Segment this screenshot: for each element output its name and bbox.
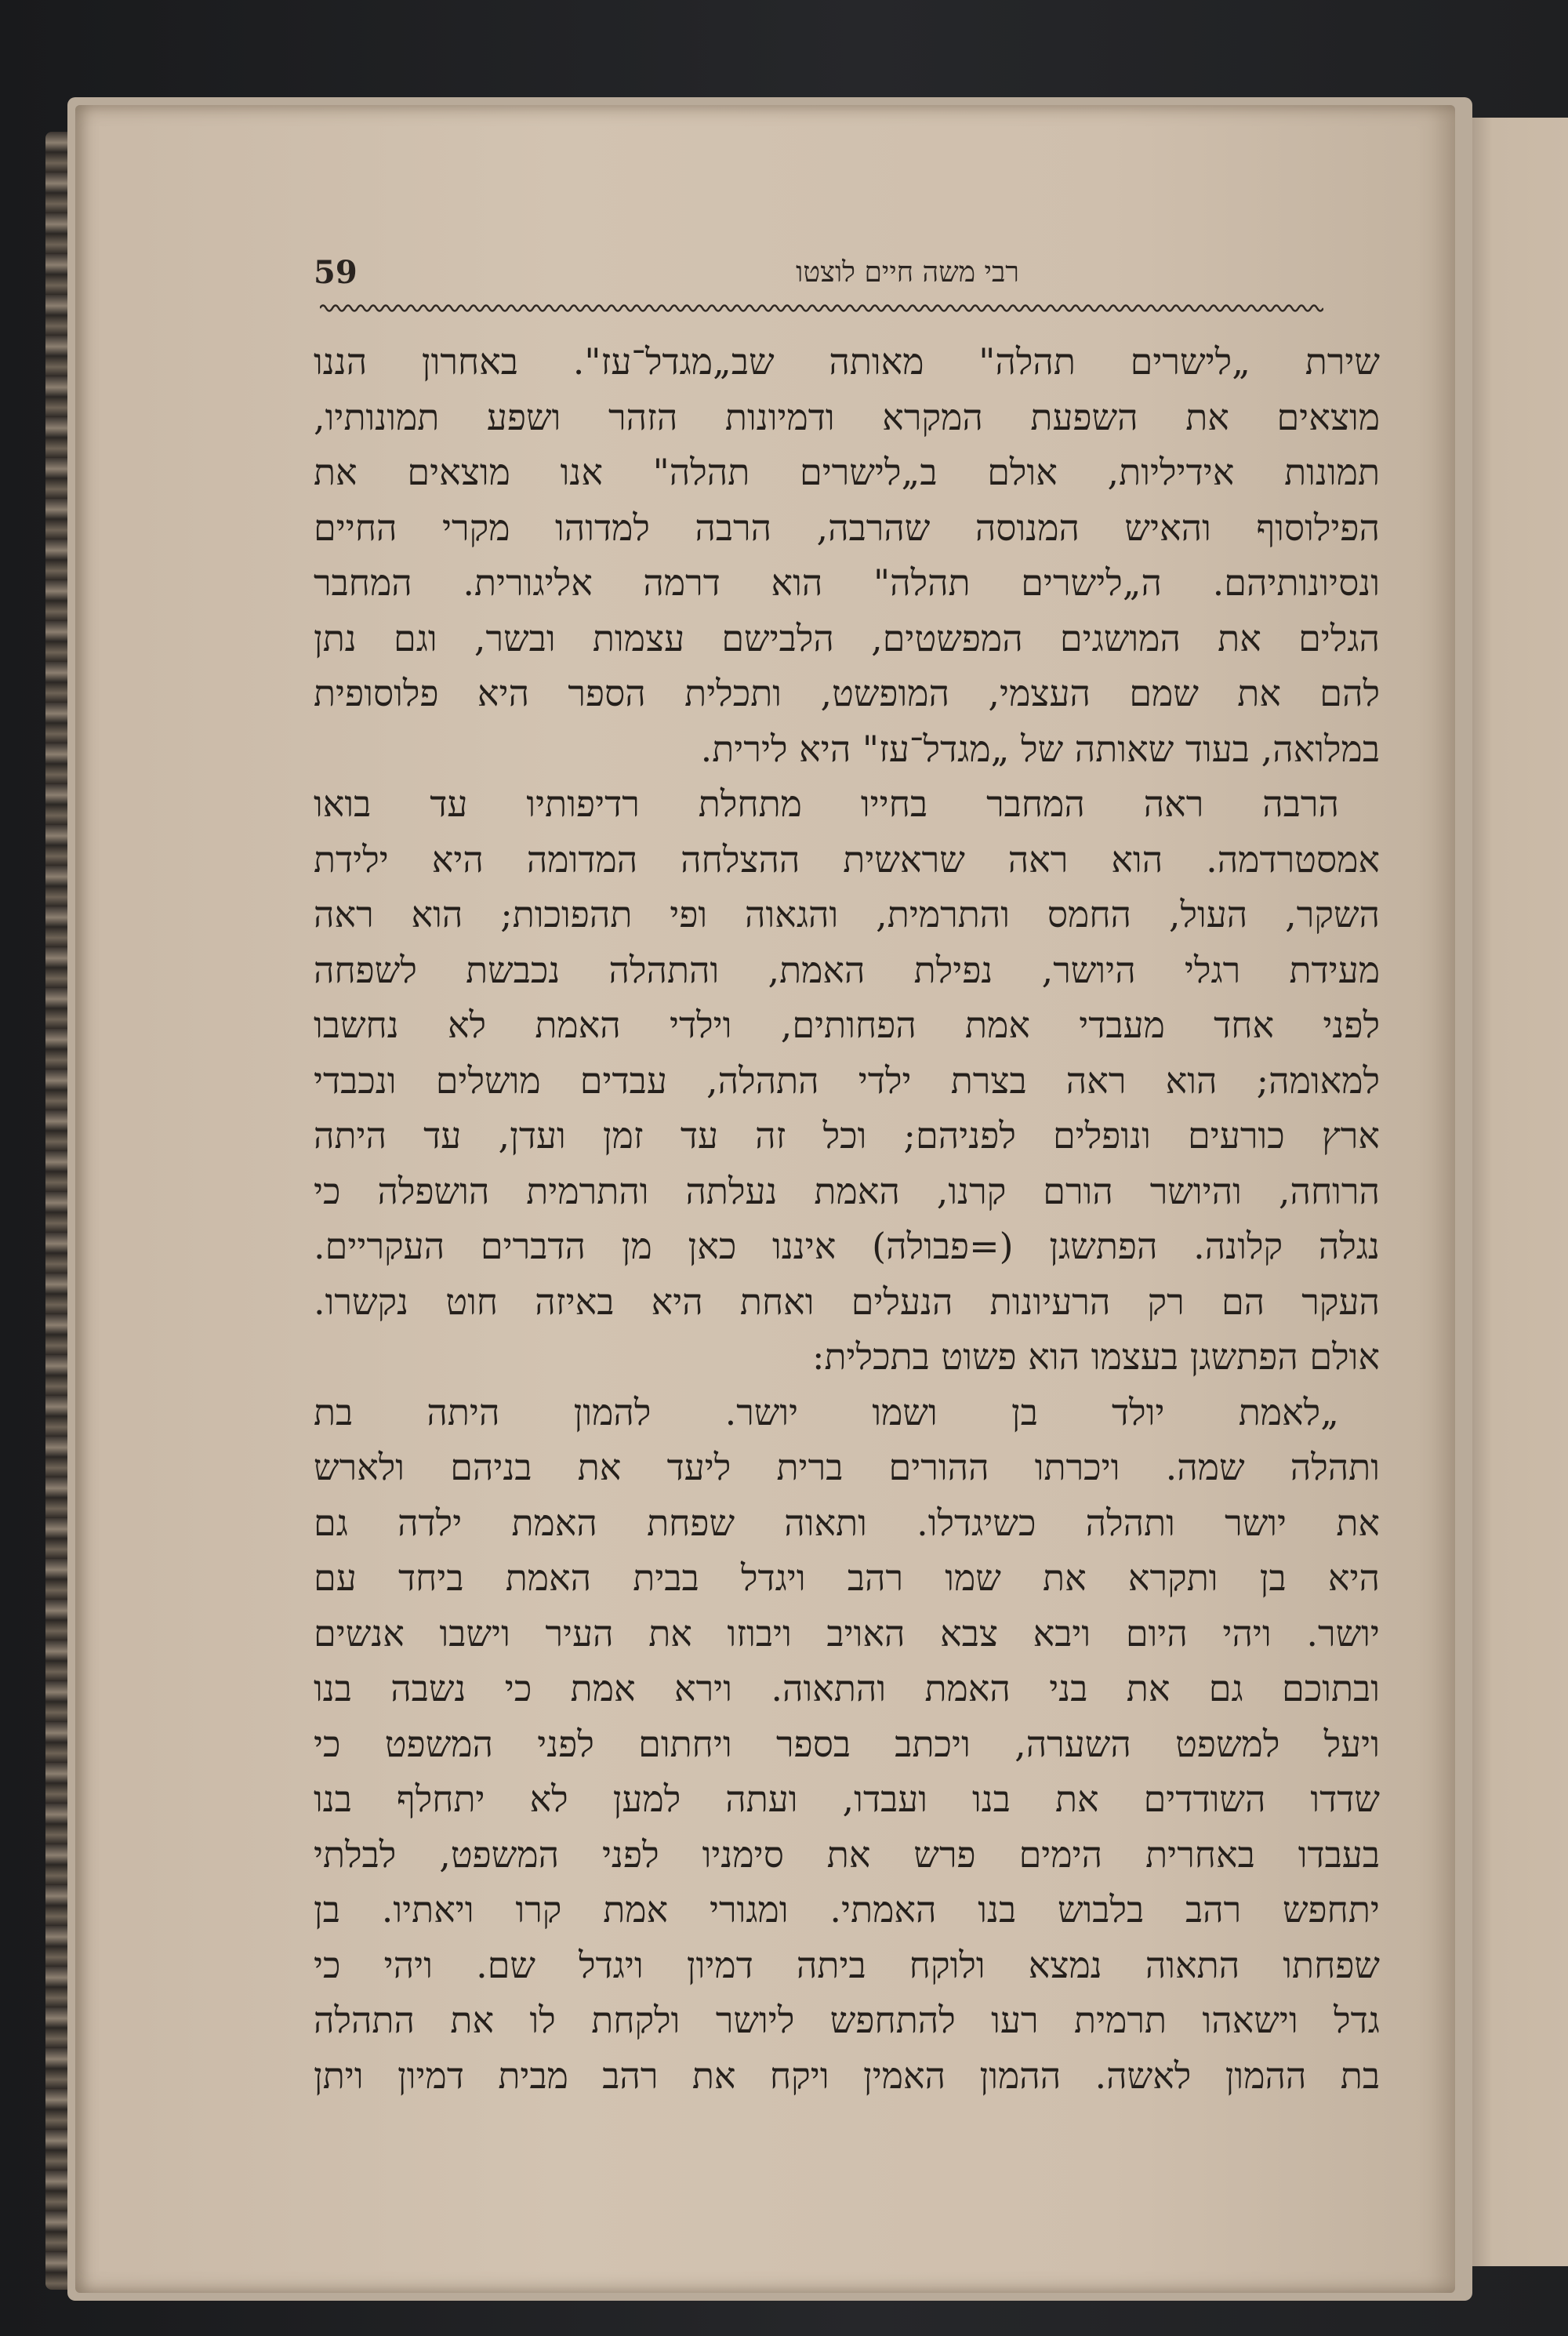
text-line: הפילוסוף והאיש המנוסה שהרבה, הרבה למדוהו מקרי החיים [314,506,1380,549]
text-line: מעידת רגלי היושר, נפילת האמת, והתהלה נכבשת לשפחה [314,948,1380,991]
text-line: בת ההמון לאשה. ההמון האמין ויקח את רהב מבית דמיון ויתן [314,2054,1380,2097]
text-line: בעבדו באחרית הימים פרש את סימניו לפני המשפט, לבלתי [314,1833,1380,1876]
text-line: הרוחה, והיושר הורם קרנו, האמת נעלתה והתרמית הושפלה כי [314,1169,1380,1212]
text-line: גדל וישאהו תרמית רעו להתחפש ליושר ולקחת לו את התהלה [314,1999,1380,2041]
text-line: ובתוכם גם את בני האמת והתאוה. וירא אמת כי נשבה בנו [314,1667,1380,1709]
text-line: הרבה ראה המחבר בחייו מתחלת רדיפותיו עד בואו [314,783,1339,825]
text-line: תמונות אידיליות, אולם ב„לישרים תהלה" אנו מוצאים את [314,451,1380,493]
body-text [314,334,1380,2097]
page-number: 59 [314,254,358,291]
text-line: לפני אחד מעבדי אמת הפחותים, וילדי האמת לא נחשבו [314,1004,1380,1046]
text-line: שפחתו התאוה נמצא ולוקח ביתה דמיון ויגדל שם. ויהי כי [314,1943,1380,1986]
text-line: את יושר ותהלה כשיגדלו. ותאוה שפחת האמת ילדה גם [314,1501,1380,1544]
text-line: אמסטרדמה. הוא ראה שראשית ההצלחה המדומה היא ילידת [314,837,1380,881]
text-line: שירת „לישרים תהלה" מאותה שב„מגדל־עז". באחרון הננו [314,340,1380,383]
text-line: העקר הם רק הרעיונות הנעלים ואחת היא באיזה חוט נקשרו. [314,1280,1380,1323]
text-line: הגלים את המושגים המפשטים, הלבישם עצמות ובשר, וגם נתן [314,616,1380,659]
text-line: מוצאים את השפעת המקרא ודמיונות הזהר ושפע תמונותיו, [314,395,1380,438]
text-line: השקר, העול, החמס והתרמית, והגאוה ופי תהפוכות; הוא ראה [314,893,1380,935]
wavy-rule-ornament [320,301,1323,315]
text-line: ונסיונותיהם. ה„לישרים תהלה" הוא דרמה אליגורית. המחבר [314,561,1380,604]
text-line: ויעל למשפט השערה, ויכתב בספר ויחתום לפני המשפט כי [314,1722,1380,1765]
text-line: היא בן ותקרא את שמו רהב ויגדל בבית האמת ביחד עם [314,1557,1380,1599]
text-line: שדדו השודדים את בנו ועבדו, ועתה למען לא יתחלף בנו [314,1778,1380,1820]
text-line: להם את שמם העצמי, המופשט, ותכלית הספר היא פלוסופית [314,672,1380,714]
running-head [282,249,1333,296]
text-line: במלואה, בעוד שאותה של „מגדל־עז" היא לירית. [700,727,1380,770]
running-title: רבי משה חיים לוצטו [796,256,1019,289]
facing-page-edge [1457,118,1568,2266]
text-line: ארץ כורעים ונופלים לפניהם; וכל זה עד זמן ועדן, עד היתה [314,1114,1380,1157]
text-line: למאומה; הוא ראה בצרת ילדי התהלה, עבדים מושלים ונכבדי [314,1059,1380,1102]
text-line: ותהלה שמה. ויכרתו ההורים ברית ליעד את בניהם ולארש [314,1446,1380,1488]
text-line: יושר. ויהי היום ויבא צבא האויב ויבוזו את העיר וישבו אנשים [314,1611,1380,1655]
text-line: נגלה קלונה. הפתשגן (=פבולה) איננו כאן מן הדברים העקריים. [314,1225,1380,1267]
text-line: יתחפש רהב בלבוש בנו האמתי. ומגורי אמת קרו ויאתיו. בן [314,1888,1380,1931]
text-line: „לאמת יולד בן ושמו יושר. להמון היתה בת [314,1390,1339,1433]
text-line: אולם הפתשגן בעצמו הוא פשוט בתכלית: [811,1335,1380,1378]
